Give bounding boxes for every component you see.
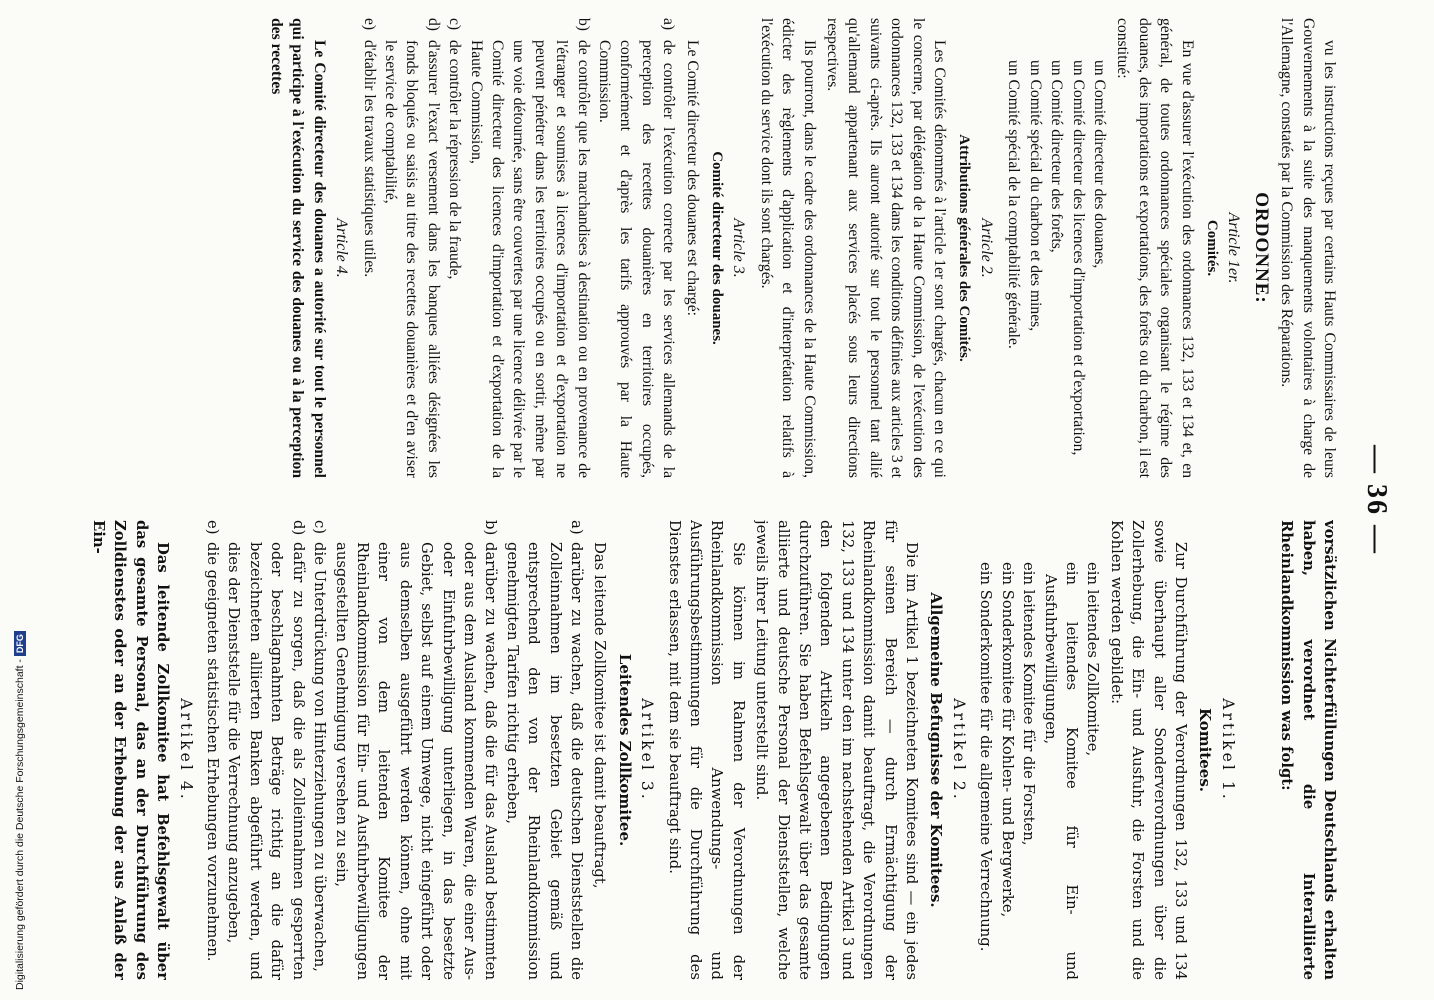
german-art2-subtitle: Allgemeine Befugnisse der Komitees. [927,592,946,908]
item-text: d'établir les travaux statistiques utiles. [360,40,378,278]
item-text: de contrôler l'exécution correcte par les services allemands de la perception des recettes douanières en territoires occupés, conformément et d'après les tarifs approuvés par la Haute Commission. [596,40,678,478]
item-letter: b) [482,520,500,536]
german-art4-text: Das leitende Zollkomitee hat Befehlsgewalt über das gesamte Personal, das an der Durchführung des Zolldienstes oder an der Erhebung der aus Anlaß der Ein- [90,520,172,980]
list-item [501,520,587,980]
german-art4-title: Artikel 4. [176,698,195,802]
list-item [309,520,330,980]
item-letter: c) [311,520,329,535]
french-art3-title: Article 3. [730,218,748,278]
french-column [40,18,1340,478]
item-letter: a) [568,520,585,535]
french-art1-subtitle: Comités. [1203,219,1220,277]
french-art1-text: En vue d'assurer l'exécution des ordonnances 132, 133 et 134 et, en général, de toutes ordonnances spéciales organisant le régime des douanes, des importations et exportations, des forêts ou du charbon, il est constitué: [1114,18,1196,478]
german-art1-text: Zur Durchführung der Verordnungen 132, 133 und 134 sowie überhaupt aller Sonderverordnungen über die Zollerhebung, die Ein- und Ausfuhr, die Forsten und die Kohlen werden gebildet: [1107,520,1189,980]
french-art1-list [1003,18,1110,478]
item-letter: a) [660,18,678,31]
list-item [202,520,223,980]
item-text: die geeigneten statistischen Erhebungen vorzunehmen. [204,542,222,962]
list-item: un Comité spécial de la comptabilité générale. [1005,60,1023,349]
french-art2-paragraph: Les Comités dénommés à l'article 1er sont chargés, chacun en ce qui le concerne, par délégation de la Haute Commission, de l'exécution des ordonnances 132, 133 et 134 dans les conditions définies aux articles 3 et suivants ci-après. Ils auront autorité sur tout le personnel tant allié qu'allemand appartenant aux services placés sous leurs directions respectives. [824,18,949,478]
item-text: dafür zu sorgen, daß die als Zolleinnahmen gesperrten oder beschlagnahmten Beträge richtig an die dafür bezeichneten alliierten Banken abgeführt werden, und dies der Dienststelle für die Verrechnung anzugeben, [225,542,307,980]
list-item: un Comité spécial du charbon et des mines, [1026,60,1044,332]
list-item: un Comité directeur des douanes, [1090,60,1108,269]
list-item [444,18,465,478]
french-art3-subtitle: Comité directeur des douanes. [709,151,726,345]
item-text: de contrôler que les marchandises à destination ou en provenance de l'étranger et soumises à licences d'importation et d'exportation ne peuvent pénétrer dans les territoires occupés ou en sortir, même par une voie détournée, sans être couvertes par une licence délivrée par le Comité directeur des licences d'importation et d'exportation de la Haute Commission, [467,40,592,478]
list-item [223,520,309,980]
spacer [1244,520,1274,980]
french-art2-paragraph: Ils pourront, dans le cadre des ordonnances de la Haute Commission, édicter des règlements d'application et d'interprétation relatifs à l'exécution du service dont ils sont chargés. [757,18,818,478]
french-art4-text: Le Comité directeur des douanes a autorité sur tout le personnel qui participe à l'exécution du service des douanes ou à la perception des recettes [267,18,328,478]
german-art1-subtitle: Komitees. [1196,708,1215,792]
list-item: ein leitendes Komitee für die Forsten, [1020,562,1038,846]
list-item: ein leitendes Komitee für Ein- und Ausfuhrbewilligungen, [1041,562,1080,980]
item-letter: d) [289,520,307,536]
item-text: darüber zu wachen, daß die für das Ausland bestimmten oder aus dem Ausland kommenden Waren, die einer Aus- oder Einfuhrbewilligung unterliegen, in das besetzte Gebiet, selbst auf einem Umwege, nicht eingeführt oder aus demselben ausgeführt werden können, ohne mit einer von dem leitenden Komitee der Rheinlandkommission für Ein- und Ausfuhrbewilligungen ausgestellten Genehmigung versehen zu sein, [332,542,500,980]
french-art2-title: Article 2. [977,218,995,278]
item-letter: d) [424,18,442,31]
french-heading: ORDONNE: [1250,192,1272,304]
list-item: un Comité directeur des forêts, [1048,60,1066,253]
credit-line [14,631,26,990]
item-text: die Unterdrückung von Hinterziehungen zu überwachen, [311,542,329,972]
item-letter: e) [204,520,222,535]
dfg-logo: DFG [14,631,26,656]
item-letter: e) [360,18,378,31]
french-art3-list [358,18,679,478]
item-text: darüber zu wachen, daß die deutschen Dienststellen die Zolleinnahmen im besetzten Gebiet gemäß und entsprechend den von der Rheinlandkommission genehmigten Tarifen richtig erheben, [503,542,585,980]
item-text: d'assurer l'exact versement dans les banques alliées désignées les fonds bloqués ou saisis au titre des recettes douanières et d'en aviser le service de comptabilité, [381,40,442,478]
german-art3-title: Artikel 3. [638,698,657,802]
german-intro: vorsätzlichen Nichterfüllungen Deutschlands erhalten haben, verordnet die Interalliierte Rheinlandkommission was folgt: [1278,520,1338,980]
french-art4-title: Article 4. [333,218,351,278]
list-item: un Comité directeur des licences d'importation et d'exportation, [1069,60,1087,456]
french-art3-intro: Le Comité directeur des douanes est chargé: [683,40,701,316]
list-item: ein Sonderkomitee für Kohlen- und Bergwerke, [998,562,1016,918]
list-item [358,18,379,478]
list-item: ein Sonderkomitee für die allgemeine Verrechnung. [977,562,995,952]
item-letter: c) [446,18,464,31]
item-letter: b) [574,18,592,31]
german-art2-title: Artikel 2. [949,698,968,802]
german-art3-list [202,520,587,980]
list-item: ein leitendes Zollkomitee, [1084,562,1102,757]
list-item [380,18,444,478]
german-art3-subtitle: Leitendes Zollkomitee. [615,653,634,847]
list-item [594,18,680,478]
german-art1-title: Artikel 1. [1218,698,1237,802]
list-item [330,520,501,980]
french-art1-title: Article 1er. [1225,212,1243,284]
credit-text: Digitalisierung gefördert durch die Deutsche Forschungsgemeinschaft - [14,659,26,990]
list-item [465,18,593,478]
french-art2-subtitle: Attributions générales des Comités. [956,134,973,362]
french-intro: vu les instructions reçues par certains Hauts Commissaires de leurs Gouvernements à la suite des manquements volontaires à charge de l'Allemagne, constatés par la Commission des Réparations. [1278,18,1338,478]
item-text: de contrôler la répression de la fraude, [446,40,464,280]
german-column [40,520,1340,980]
german-art1-list [975,520,1103,980]
german-art3-intro: Das leitende Zollkomitee ist damit beauftragt, [591,542,609,889]
page-number: — 36 — [1361,445,1392,555]
german-art2-paragraph: Die im Artikel 1 bezeichneten Komitees sind — ein jedes für seinen Bereich — durch Ermächtigung der Rheinlandkommission damit beauftragt, die Verordnungen 132, 133 und 134 unter den im nachstehenden Artikel 3 und den folgenden Artikeln angegebenen Bedingungen durchzuführen. Sie haben Befehlsgewalt über das gesamte alliierte und deutsche Personal der Dienststellen, welche jeweils ihrer Leitung unterstellt sind. [753,520,921,980]
german-art2-paragraph: Sie können im Rahmen der Verordnungen der Rheinlandkommission Anwendungs- und Ausführungsbestimmungen für die Durchführung des Dienstes erlassen, mit dem sie beauftragt sind. [665,520,747,980]
